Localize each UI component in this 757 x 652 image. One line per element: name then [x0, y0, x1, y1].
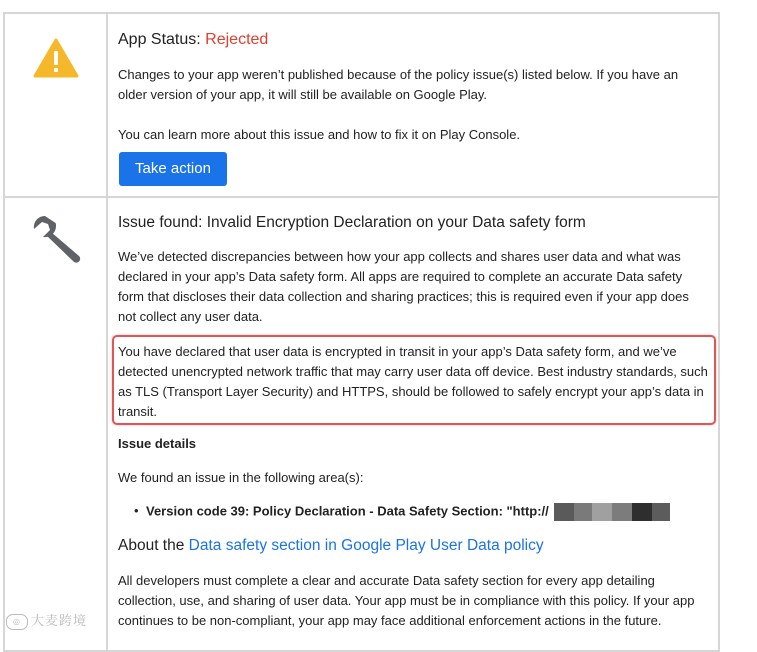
- warning-icon: [33, 38, 79, 78]
- wrench-icon: [31, 214, 81, 264]
- policy-email-card: [3, 12, 720, 652]
- watermark-logo-icon: ◎: [6, 614, 28, 630]
- watermark-text: 大麦跨境: [31, 613, 88, 628]
- issue-details-intro: We found an issue in the following area(s):: [118, 470, 364, 485]
- take-action-button[interactable]: Take action: [119, 152, 227, 186]
- highlighted-text: You have declared that user data is encrypted in transit in your app’s Data safety form, and we’ve detected unencrypted network traffic that may carry user data off device. Best industry standards, such as TLS (Transport Layer Security) and HTTPS, should be followed to safely encrypt your app’s data in transit.: [118, 344, 708, 419]
- status-row: [5, 14, 718, 198]
- about-heading: [118, 537, 544, 555]
- detail-item-bold: Version code 39: Policy Declaration - Data Safety Section: [146, 503, 499, 519]
- status-label: App Status:: [118, 31, 206, 48]
- detail-item-rest: : "http://: [498, 503, 549, 519]
- issue-row: [5, 196, 718, 650]
- data-safety-policy-link[interactable]: Data safety section in Google Play User Data policy: [188, 537, 544, 554]
- status-value: Rejected: [205, 31, 269, 48]
- status-paragraph: Changes to your app weren’t published because of the policy issue(s) listed below. If you have an older version of your app, it will still be available on Google Play.: [118, 67, 679, 102]
- issue-details-heading: Issue details: [118, 436, 197, 451]
- about-prefix: About the: [118, 537, 189, 554]
- bullet-icon: •: [134, 503, 139, 518]
- learn-more-paragraph: You can learn more about this issue and how to fix it on Play Console.: [118, 127, 521, 142]
- status-content: [108, 14, 718, 196]
- issue-title: Issue found: Invalid Encryption Declaration on your Data safety form: [118, 214, 586, 231]
- issue-icon-column: [5, 196, 108, 650]
- issue-description: We’ve detected discrepancies between how your app collects and shares user data and what was declared in your app’s Data safety form. All apps are required to complete an accurate Data safety form that discloses their data collection and sharing practices; this is required even if your app does not collect any user data.: [118, 249, 689, 324]
- detail-list-item: [134, 503, 670, 521]
- issue-content: [108, 196, 718, 650]
- status-icon-column: [5, 14, 108, 196]
- closing-paragraph: All developers must complete a clear and accurate Data safety section for every app detailing collection, use, and sharing of user data. Your app must be in compliance with this policy. If your app continues to be non-compliant, your app may face additional enforcement actions in the future.: [118, 573, 695, 628]
- watermark: [6, 610, 87, 630]
- redacted-url: [554, 503, 670, 521]
- app-status: [118, 31, 268, 49]
